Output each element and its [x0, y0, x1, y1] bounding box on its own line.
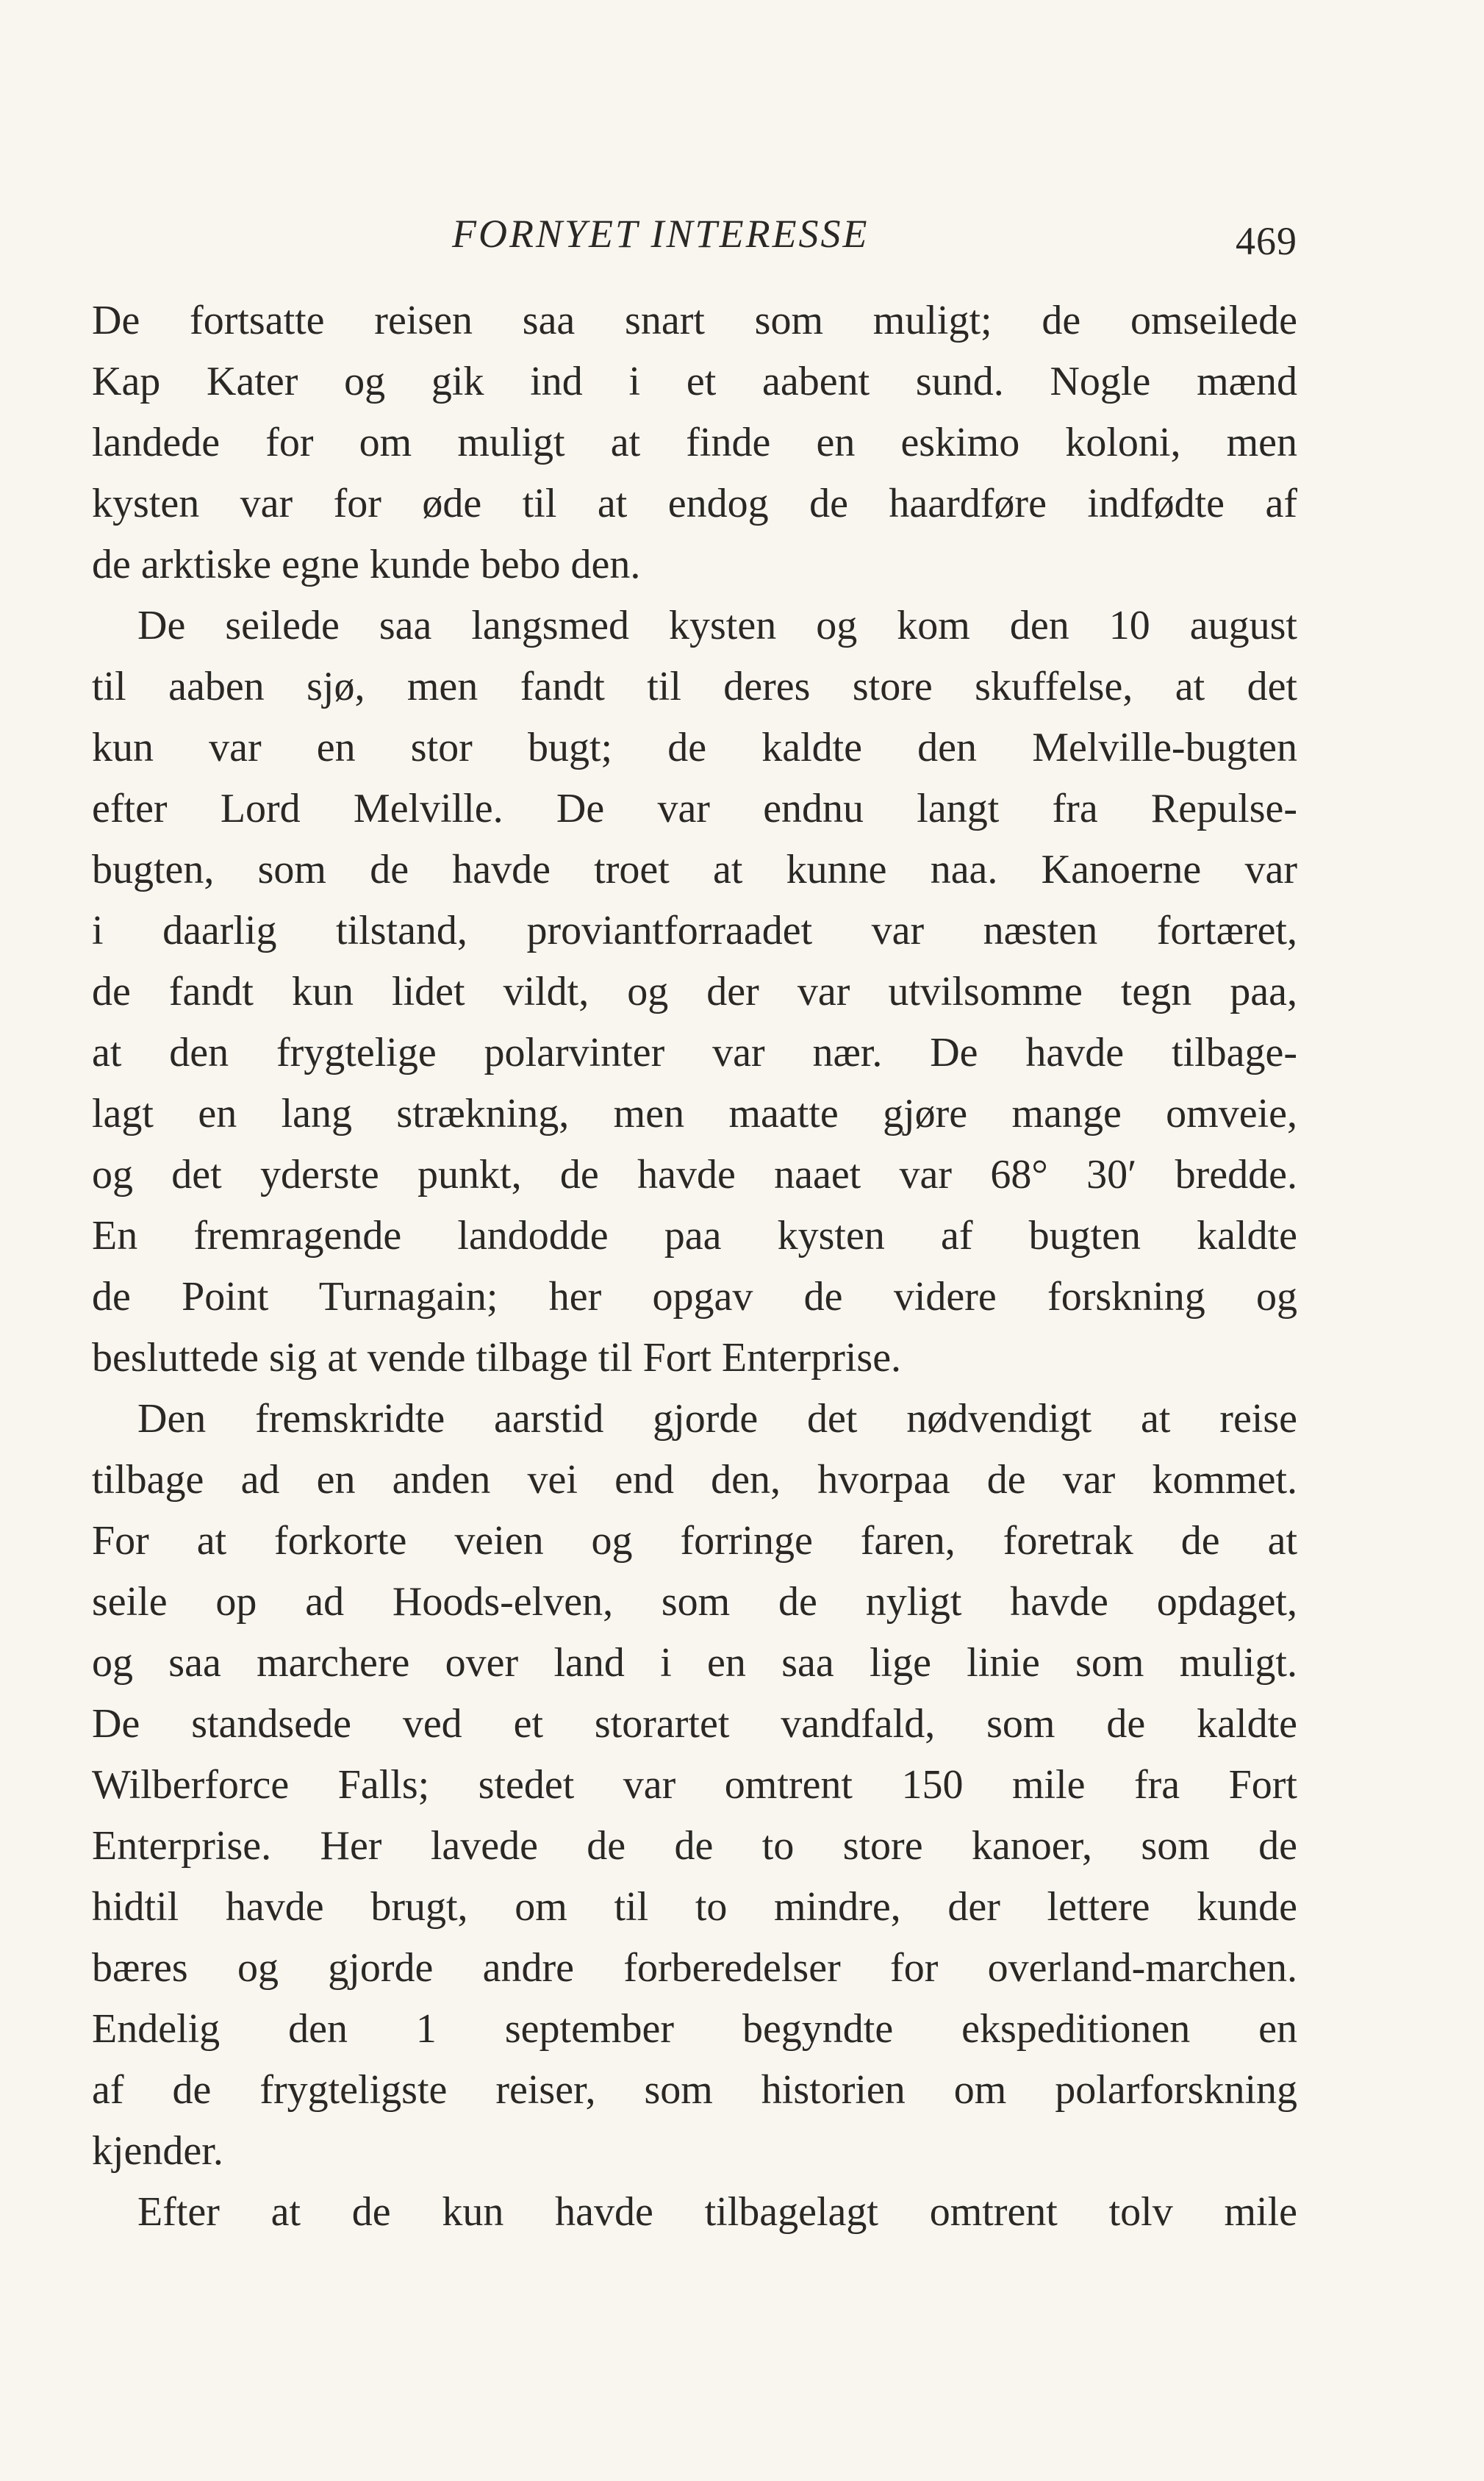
text-line: seile op ad Hoods-elven, som de nyligt havde opdaget,: [92, 1579, 1297, 1625]
text-line: og saa marchere over land i en saa lige linie som muligt.: [92, 1640, 1297, 1686]
text-line: Den fremskridte aarstid gjorde det nødvendigt at reise: [137, 1396, 1297, 1442]
text-line: bugten, som de havde troet at kunne naa. Kanoerne var: [92, 847, 1297, 892]
text-line: til aaben sjø, men fandt til deres store skuffelse, at det: [92, 664, 1297, 709]
text-line: De fortsatte reisen saa snart som muligt; de omseilede: [92, 298, 1297, 343]
text-line: kun var en stor bugt; de kaldte den Melville-bugten: [92, 725, 1297, 770]
text-line: De seilede saa langsmed kysten og kom den 10 august: [137, 603, 1297, 648]
paragraph-3: [92, 1389, 1297, 2182]
text-line: de arktiske egne kunde bebo den.: [92, 542, 641, 587]
text-line: lagt en lang strækning, men maatte gjøre mange omveie,: [92, 1091, 1297, 1136]
text-line: landede for om muligt at finde en eskimo koloni, men: [92, 420, 1297, 465]
text-line: kjender.: [92, 2128, 223, 2174]
paragraph-2: [92, 595, 1297, 1389]
text-line: besluttede sig at vende tilbage til Fort Enterprise.: [92, 1335, 902, 1381]
text-line: de Point Turnagain; her opgav de videre forskning og: [92, 1274, 1297, 1320]
paragraph-4: [92, 2182, 1297, 2243]
text-line: og det yderste punkt, de havde naaet var 68° 30′ bredde.: [92, 1152, 1297, 1197]
text-line: Efter at de kun havde tilbagelagt omtrent tolv mile: [137, 2189, 1297, 2235]
text-line: Endelig den 1 september begyndte ekspeditionen en: [92, 2006, 1297, 2052]
text-line: hidtil havde brugt, om til to mindre, der lettere kunde: [92, 1884, 1297, 1930]
text-line: tilbage ad en anden vei end den, hvorpaa de var kommet.: [92, 1457, 1297, 1503]
text-line: For at forkorte veien og forringe faren, foretrak de at: [92, 1518, 1297, 1564]
text-line: En fremragende landodde paa kysten af bugten kaldte: [92, 1213, 1297, 1259]
text-line: af de frygteligste reiser, som historien om polarforskning: [92, 2067, 1297, 2113]
text-line: bæres og gjorde andre forberedelser for overland-marchen.: [92, 1945, 1297, 1991]
running-head: [92, 204, 1297, 263]
body-text: [92, 290, 1297, 2243]
text-line: De standsede ved et storartet vandfald, som de kaldte: [92, 1701, 1297, 1747]
text-line: efter Lord Melville. De var endnu langt fra Repulse-: [92, 786, 1297, 831]
text-line: at den frygtelige polarvinter var nær. De havde tilbage-: [92, 1030, 1297, 1075]
text-line: kysten var for øde til at endog de haardføre indfødte af: [92, 481, 1297, 526]
text-line: Wilberforce Falls; stedet var omtrent 150 mile fra Fort: [92, 1762, 1297, 1808]
paragraph-1: [92, 290, 1297, 595]
text-line: de fandt kun lidet vildt, og der var utvilsomme tegn paa,: [92, 969, 1297, 1014]
running-title: FORNYET INTERESSE: [452, 212, 870, 256]
text-line: i daarlig tilstand, proviantforraadet var næsten fortæret,: [92, 908, 1297, 953]
text-line: Kap Kater og gik ind i et aabent sund. Nogle mænd: [92, 359, 1297, 404]
page-number: 469: [1236, 219, 1297, 263]
text-line: Enterprise. Her lavede de de to store kanoer, som de: [92, 1823, 1297, 1869]
